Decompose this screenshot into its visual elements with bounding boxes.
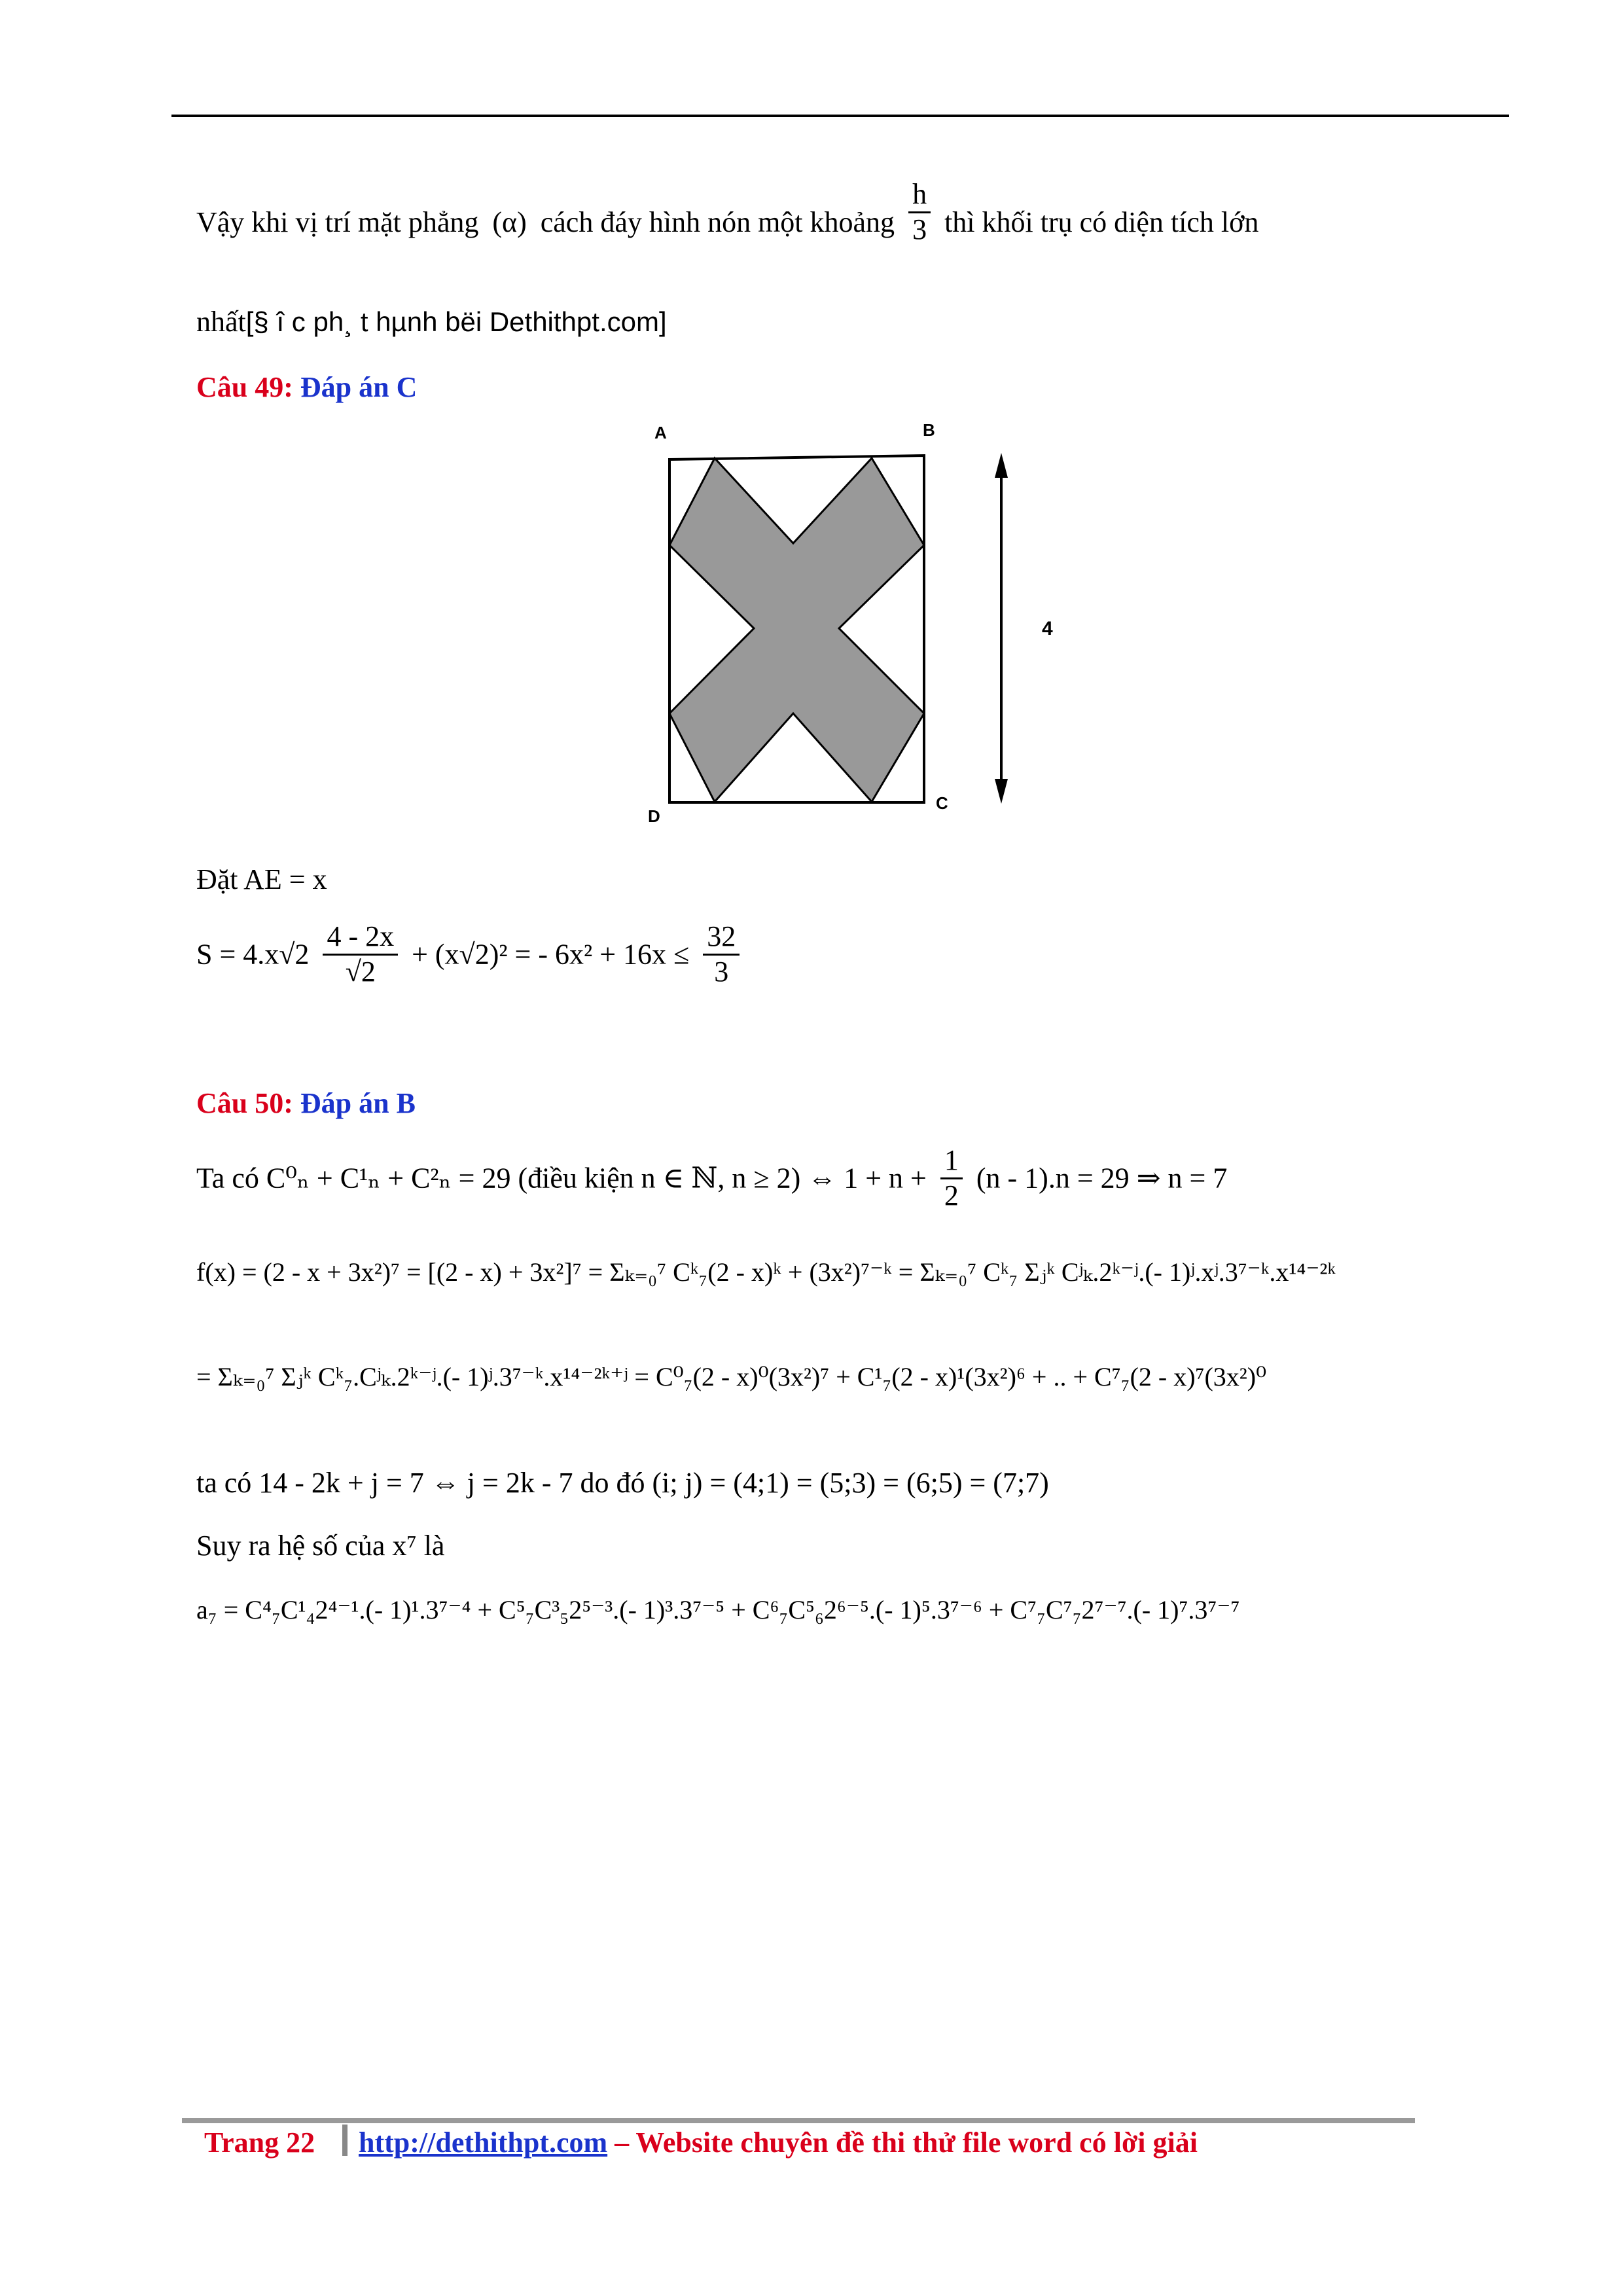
fraction-4-2x-over-sqrt2: $\frac{4 - 2x}{√2}$ [323, 920, 398, 988]
arrow-down-icon [995, 779, 1008, 804]
q50-line1: Ta có C⁰ₙ + C¹ₙ + C²ₙ = 29 (điều kiện n ∈ ℕ, n ≥ 2) ⇔ 1 + n + $\frac{1}{2}$ (n - 1).n = 29 ⇒ n = 7 [196, 1144, 1228, 1211]
alpha-symbol: (α) [492, 206, 527, 239]
page-number: Trang 22 [204, 2126, 315, 2159]
label-side-length: 4 [1042, 618, 1053, 639]
label-C: C [936, 793, 948, 813]
question-50-answer: Đáp án B [300, 1087, 416, 1119]
q49-area-formula: S = 4.x√2 $\frac{4 - 2x}{√2}$ + (x√2)² = - 6x² + 16x ≤ $\frac{32}{3}$ [196, 920, 746, 988]
header-rule [171, 115, 1509, 117]
cross-in-square-figure [543, 419, 1080, 838]
fraction-one-half: $\frac{1}{2}$ [940, 1144, 963, 1212]
paragraph-conclusion-end [196, 308, 667, 336]
fraction-h-over-3: $\frac{h}{3}$ [908, 178, 931, 246]
text-a: Vậy khi vị trí mặt phẳng [196, 206, 479, 239]
text-b: cách đáy hình nón một khoảng [540, 206, 895, 239]
label-B: B [923, 420, 935, 440]
text-d: nhất [196, 306, 246, 338]
footer-rule [182, 2118, 1415, 2123]
q50-line2: f(x) = (2 - x + 3x²)⁷ = [(2 - x) + 3x²]⁷ = Σₖ₌₀⁷ Cᵏ₇(2 - x)ᵏ + (3x²)⁷⁻ᵏ = Σₖ₌₀⁷ Cᵏ₇ Σⱼᵏ Cʲₖ.2ᵏ⁻ʲ.(- 1)ʲ.xʲ.3⁷⁻ᵏ.x¹⁴⁻²ᵏ [196, 1257, 1336, 1287]
cross-path [669, 458, 924, 802]
question-50-heading [196, 1086, 416, 1120]
question-49-answer: Đáp án C [300, 371, 418, 403]
question-49-heading [196, 370, 417, 404]
question-49-label: Câu 49: [196, 371, 293, 403]
credit-text: [§ î c ph¸ t hµnh bëi Dethithpt.com] [245, 306, 667, 337]
q49-set-ae: Đặt AE = x [196, 863, 327, 895]
label-A: A [654, 423, 667, 442]
q50-line4: ta có 14 - 2k + j = 7 ⇔ j = 2k - 7 do đó (i; j) = (4;1) = (5;3) = (6;5) = (7;7) [196, 1467, 1049, 1499]
paragraph-conclusion [196, 178, 1259, 246]
footer-separator [342, 2125, 348, 2156]
footer-tagline: – Website chuyên đề thi thử file word có lời giải [615, 2126, 1198, 2159]
website-link[interactable]: http://dethithpt.com [359, 2126, 608, 2159]
question-50-label: Câu 50: [196, 1087, 293, 1119]
fraction-32-over-3: $\frac{32}{3}$ [703, 920, 740, 988]
q50-line6: a₇ = C⁴₇C¹₄2⁴⁻¹.(- 1)¹.3⁷⁻⁴ + C⁵₇C³₅2⁵⁻³.(- 1)³.3⁷⁻⁵ + C⁶₇C⁵₆2⁶⁻⁵.(- 1)⁵.3⁷⁻⁶ + C⁷₇C⁷₇2⁷⁻⁷.(- 1)⁷.3⁷⁻⁷ [196, 1595, 1240, 1624]
label-D: D [648, 806, 660, 826]
arrow-up-icon [995, 453, 1008, 478]
footer-link-line [359, 2126, 1198, 2159]
q50-line3: = Σₖ₌₀⁷ Σⱼᵏ Cᵏ₇.Cʲₖ.2ᵏ⁻ʲ.(- 1)ʲ.3⁷⁻ᵏ.x¹⁴⁻²ᵏ⁺ʲ = C⁰₇(2 - x)⁰(3x²)⁷ + C¹₇(2 - x)¹(3x²)⁶ + .. + C⁷₇(2 - x)⁷(3x²)⁰ [196, 1362, 1267, 1391]
footer [204, 2126, 315, 2159]
text-c: thì khối trụ có diện tích lớn [944, 206, 1259, 239]
q50-line5: Suy ra hệ số của x⁷ là [196, 1530, 445, 1562]
